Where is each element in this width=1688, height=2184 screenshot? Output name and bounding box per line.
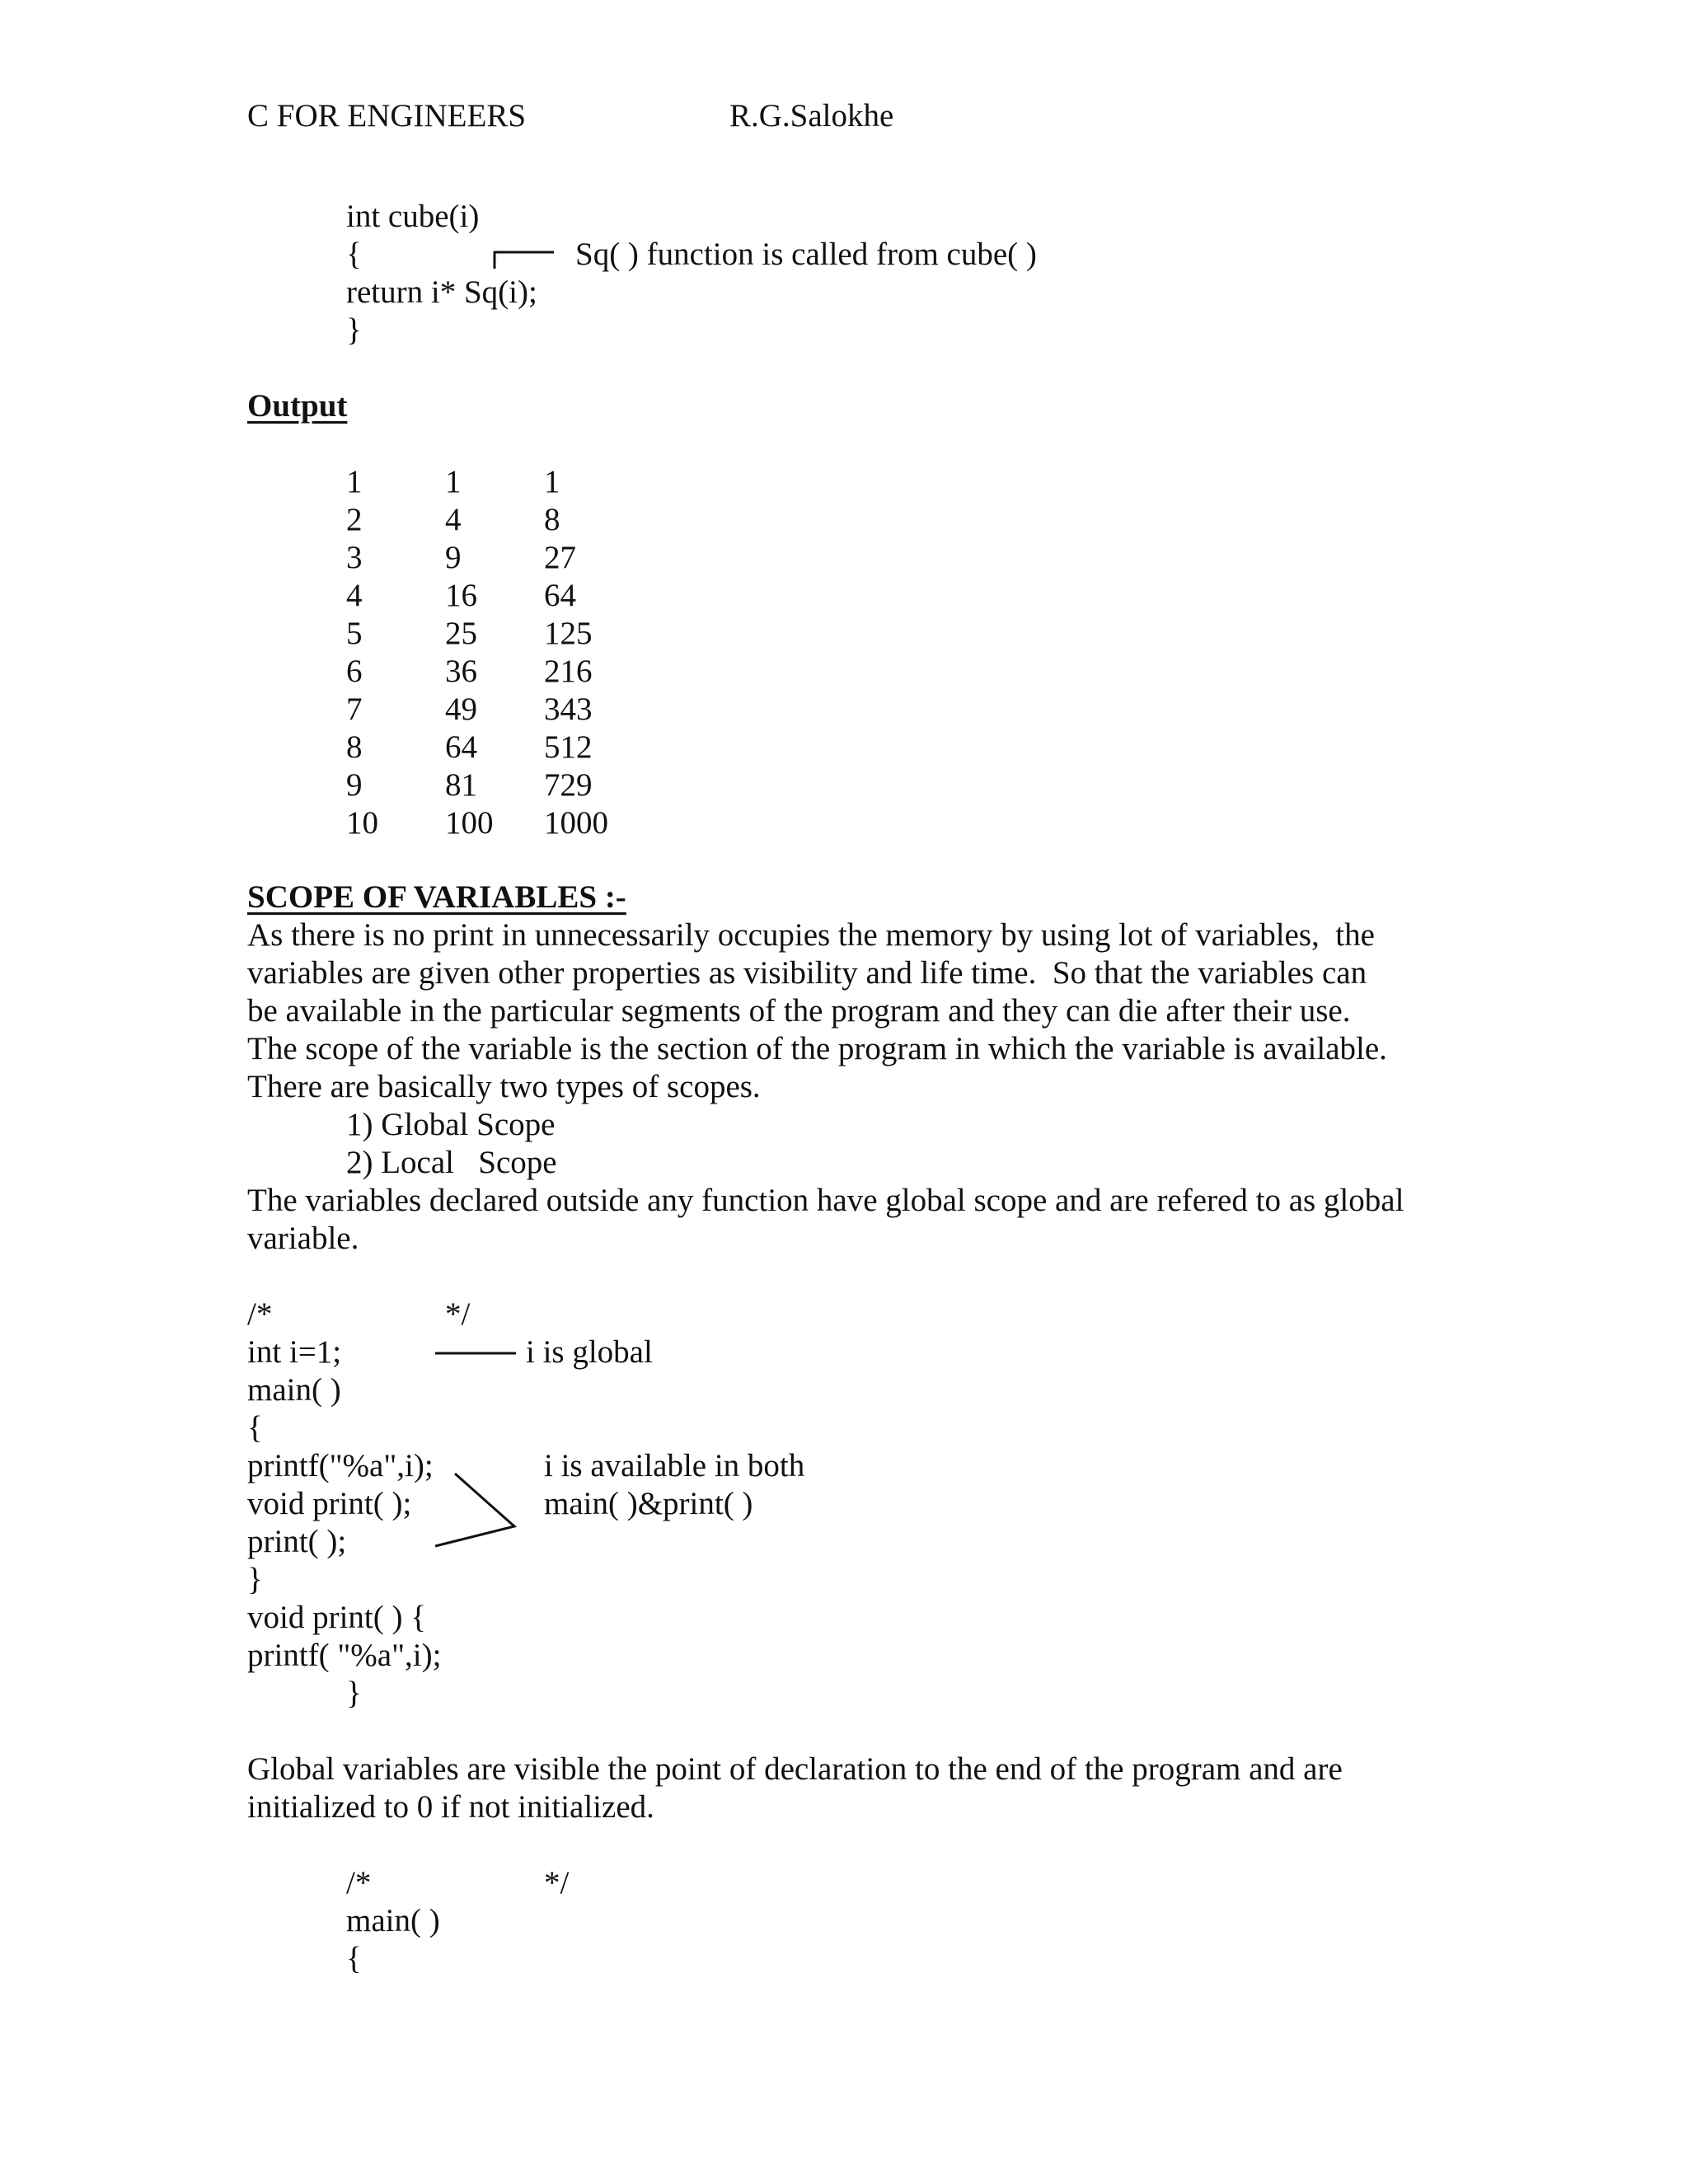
para-line: There are basically two types of scopes.: [247, 1069, 761, 1104]
cell: 1000: [544, 805, 608, 841]
code-line: int i=1;: [247, 1334, 342, 1370]
cell: 8: [346, 729, 363, 765]
cell: 2: [346, 502, 363, 537]
comment-close: */: [445, 1296, 471, 1332]
output-col-cube: [544, 463, 608, 842]
global-note: [247, 1750, 1451, 1826]
cell: 64: [445, 729, 477, 765]
code-line: {: [346, 1941, 362, 1976]
para-line: variable.: [247, 1221, 359, 1256]
cell: 36: [445, 654, 477, 689]
cell: 27: [544, 540, 576, 575]
code-line: {: [247, 1410, 263, 1446]
cell: 4: [346, 578, 363, 613]
cell: 125: [544, 616, 593, 651]
scope-list-item-local: 2) Local Scope: [346, 1145, 557, 1180]
cell: 216: [544, 654, 593, 689]
cell: 3: [346, 540, 363, 575]
para-line: initialized to 0 if not initialized.: [247, 1789, 654, 1825]
header-left: C FOR ENGINEERS: [247, 98, 527, 134]
annotation-sq-call: Sq( ) function is called from cube( ): [575, 237, 1037, 272]
code-line: }: [346, 312, 362, 348]
cell: 100: [445, 805, 494, 841]
annotation-global: i is global: [526, 1334, 653, 1370]
output-col-n: [346, 463, 378, 842]
scope-paragraph: [247, 916, 1451, 1106]
cell: 25: [445, 616, 477, 651]
cell: 8: [544, 502, 560, 537]
header-right: R.G.Salokhe: [729, 98, 894, 134]
code-line: print( );: [247, 1524, 347, 1559]
code-line: void print( );: [247, 1486, 412, 1521]
code-line: printf( "%a",i);: [247, 1638, 442, 1673]
annotation-both-line1: i is available in both: [544, 1448, 805, 1483]
para-line: As there is no print in unnecessarily occupies the memory by using lot of variables, the: [247, 917, 1375, 953]
cell: 512: [544, 729, 593, 765]
cell: 7: [346, 691, 363, 727]
output-heading: Output: [247, 388, 348, 424]
code-line: }: [247, 1562, 263, 1597]
cell: 729: [544, 767, 593, 803]
cell: 64: [544, 578, 576, 613]
scope-list-item-global: 1) Global Scope: [346, 1107, 556, 1142]
cell: 9: [445, 540, 462, 575]
cell: 16: [445, 578, 477, 613]
sq-call-bracket-line: [495, 252, 554, 269]
code-line: printf("%a",i);: [247, 1448, 434, 1483]
scope-paragraph-2: [247, 1182, 1451, 1258]
annotation-both-line2: main( )&print( ): [544, 1486, 753, 1521]
cell: 1: [445, 464, 462, 499]
cell: 4: [445, 502, 462, 537]
comment-open: /*: [346, 1865, 372, 1900]
cell: 343: [544, 691, 593, 727]
cell: 9: [346, 767, 363, 803]
code-line: return i* Sq(i);: [346, 274, 537, 310]
cell: 49: [445, 691, 477, 727]
code-line: int cube(i): [346, 199, 480, 234]
para-line: be available in the particular segments of the program and they can die after their use.: [247, 993, 1351, 1029]
scope-heading: SCOPE OF VARIABLES :-: [247, 879, 626, 915]
both-functions-bracket-line: [435, 1474, 514, 1546]
para-line: The variables declared outside any function have global scope and are refered to as global: [247, 1183, 1404, 1218]
para-line: Global variables are visible the point of declaration to the end of the program and are: [247, 1751, 1343, 1787]
code-line: main( ): [346, 1903, 440, 1938]
code-line: main( ): [247, 1372, 341, 1408]
cell: 5: [346, 616, 363, 651]
code-line: void print( ) {: [247, 1600, 426, 1635]
cell: 10: [346, 805, 378, 841]
output-col-square: [445, 463, 494, 842]
code-line: }: [346, 1675, 362, 1711]
cell: 1: [544, 464, 560, 499]
comment-open: /*: [247, 1296, 273, 1332]
cell: 6: [346, 654, 363, 689]
code-line: {: [346, 237, 362, 272]
comment-close: */: [544, 1865, 570, 1900]
cell: 81: [445, 767, 477, 803]
para-line: variables are given other properties as visibility and life time. So that the variables can: [247, 955, 1367, 991]
cell: 1: [346, 464, 363, 499]
para-line: The scope of the variable is the section of the program in which the variable is available.: [247, 1031, 1387, 1066]
